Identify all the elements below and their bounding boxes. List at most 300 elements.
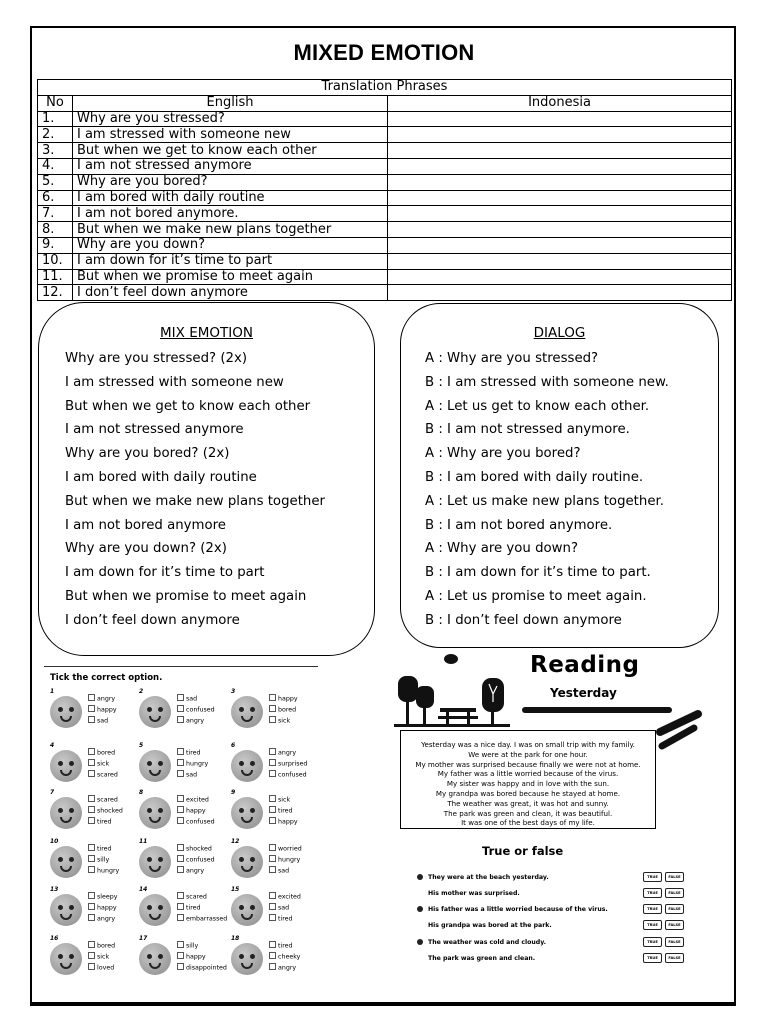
row-indonesia[interactable] — [388, 206, 732, 222]
row-indonesia[interactable] — [388, 127, 732, 143]
emoji-face-icon — [139, 894, 171, 926]
eye-right — [69, 954, 74, 959]
option-checkbox[interactable]: happy — [177, 952, 227, 963]
false-button[interactable]: FALSE — [665, 920, 684, 930]
option-checkbox[interactable]: confused — [269, 770, 307, 781]
emoji-face-icon — [50, 696, 82, 728]
mouth — [60, 817, 72, 823]
eye-right — [158, 857, 163, 862]
option-checkbox[interactable]: scared — [88, 795, 123, 806]
header-no: No — [38, 95, 73, 111]
park-illustration — [394, 650, 524, 734]
eye-left — [58, 808, 63, 813]
paragraph-line: It was one of the best days of my life. — [461, 818, 595, 828]
eye-right — [158, 808, 163, 813]
true-false-statement — [414, 872, 704, 886]
mouth — [241, 866, 253, 872]
emoji-face-icon — [231, 894, 263, 926]
table-row — [38, 285, 732, 301]
emotion-item — [227, 886, 317, 934]
option-checkbox[interactable]: sick — [88, 759, 118, 770]
eye-left — [58, 954, 63, 959]
title-underline — [522, 707, 672, 713]
emoji-face-icon — [231, 846, 263, 878]
option-checkbox[interactable]: confused — [177, 855, 215, 866]
eye-right — [250, 761, 255, 766]
emotion-options — [269, 844, 302, 877]
emoji-face-icon — [50, 943, 82, 975]
option-checkbox[interactable]: sad — [177, 694, 215, 705]
true-false-statement — [414, 904, 704, 918]
mouth — [149, 914, 161, 920]
list-item: But when we get to know each other — [65, 398, 311, 414]
paragraph-line: Yesterday was a nice day. I was on small trip with my family. — [421, 740, 635, 749]
emotion-number: 4 — [50, 742, 55, 749]
emotion-options — [88, 795, 123, 828]
option-checkbox[interactable]: sick — [88, 952, 115, 963]
list-item: B : I am bored with daily routine. — [425, 469, 644, 485]
mouth — [241, 817, 253, 823]
emotion-number: 6 — [231, 742, 236, 749]
row-number: 3. — [38, 143, 73, 159]
emotion-item — [46, 886, 136, 934]
emoji-face-icon — [231, 943, 263, 975]
option-checkbox[interactable]: disappointed — [177, 963, 227, 974]
emotion-item — [135, 688, 225, 736]
option-checkbox[interactable]: scared — [88, 770, 118, 781]
eye-left — [58, 857, 63, 862]
eye-left — [147, 761, 152, 766]
list-item: A : Why are you stressed? — [425, 351, 599, 366]
mix-emotion-heading: MIX EMOTION — [160, 325, 253, 341]
mouth — [149, 963, 161, 969]
row-indonesia[interactable] — [388, 253, 732, 269]
option-checkbox[interactable]: happy — [177, 806, 215, 817]
row-number: 6. — [38, 190, 73, 206]
emotion-options — [177, 941, 227, 974]
false-button[interactable]: FALSE — [665, 904, 684, 914]
statement-text: The park was green and clean. — [428, 955, 536, 962]
emoji-face-icon — [139, 750, 171, 782]
table-caption: Translation Phrases — [38, 80, 732, 96]
row-indonesia[interactable] — [388, 174, 732, 190]
emoji-face-icon — [231, 696, 263, 728]
emotion-options — [177, 892, 227, 925]
emotion-number: 1 — [50, 688, 55, 695]
mouth — [60, 866, 72, 872]
emotion-number: 11 — [139, 838, 148, 845]
table-row — [38, 237, 732, 253]
emotion-options — [177, 795, 215, 828]
table-row — [38, 206, 732, 222]
mouth — [241, 914, 253, 920]
option-checkbox[interactable]: sick — [269, 795, 298, 806]
eye-right — [250, 905, 255, 910]
row-indonesia[interactable] — [388, 111, 732, 127]
list-item: B : I don’t feel down anymore — [425, 612, 622, 628]
false-button[interactable]: FALSE — [665, 872, 684, 882]
row-english: Why are you down? — [73, 237, 388, 253]
eye-left — [58, 761, 63, 766]
option-checkbox[interactable]: angry — [269, 748, 307, 759]
row-number: 8. — [38, 222, 73, 238]
list-item: B : I am not stressed anymore. — [425, 422, 630, 438]
true-button[interactable]: TRUE — [643, 904, 662, 914]
emotion-number: 2 — [139, 688, 144, 695]
table-row — [38, 222, 732, 238]
emotion-item — [46, 742, 136, 790]
option-checkbox[interactable]: tired — [269, 914, 301, 925]
tree-mid-crown — [416, 686, 434, 708]
paragraph-line: My sister was happy and in love with the sun. — [446, 779, 610, 789]
emotion-item — [46, 688, 136, 736]
paragraph-line: My grandpa was bored because he stayed at home. — [435, 788, 621, 798]
eye-left — [147, 808, 152, 813]
option-checkbox[interactable]: bored — [88, 748, 118, 759]
table-row — [38, 158, 732, 174]
emotion-number: 13 — [50, 886, 59, 893]
eye-right — [158, 707, 163, 712]
eye-left — [239, 857, 244, 862]
list-item: But when we promise to meet again — [65, 588, 307, 604]
emoji-face-icon — [139, 696, 171, 728]
emoji-face-icon — [50, 797, 82, 829]
mouth — [149, 770, 161, 776]
emotion-number: 7 — [50, 789, 55, 796]
option-checkbox[interactable]: hungry — [269, 855, 302, 866]
header-english: English — [73, 95, 388, 111]
option-checkbox[interactable]: sick — [269, 716, 298, 727]
list-item: Why are you stressed? (2x) — [65, 351, 248, 366]
true-false-statement — [414, 888, 704, 902]
list-item: A : Let us promise to meet again. — [425, 588, 647, 604]
false-button[interactable]: FALSE — [665, 937, 684, 947]
list-item: I am not stressed anymore — [65, 422, 244, 438]
dialog-lines — [425, 347, 669, 633]
mouth — [241, 770, 253, 776]
row-english: I don’t feel down anymore — [73, 285, 388, 301]
row-indonesia[interactable] — [388, 269, 732, 285]
emotion-item — [227, 742, 317, 790]
row-english: I am down for it’s time to part — [73, 253, 388, 269]
list-item: But when we make new plans together — [65, 493, 325, 509]
table-row — [38, 111, 732, 127]
list-item: I am bored with daily routine — [65, 469, 257, 485]
mix-emotion-box — [38, 302, 375, 656]
true-button[interactable]: TRUE — [643, 953, 662, 963]
option-checkbox[interactable]: happy — [88, 705, 117, 716]
mouth — [149, 716, 161, 722]
eye-left — [147, 954, 152, 959]
table-row — [38, 174, 732, 190]
true-false-title: True or false — [482, 844, 564, 858]
row-indonesia[interactable] — [388, 158, 732, 174]
emotion-item — [135, 886, 228, 934]
option-checkbox[interactable]: angry — [177, 716, 215, 727]
row-indonesia[interactable] — [388, 237, 732, 253]
row-number: 7. — [38, 206, 73, 222]
mix-emotion-lines — [65, 347, 325, 633]
eye-right — [158, 761, 163, 766]
list-item: A : Why are you down? — [425, 541, 579, 557]
mouth — [241, 716, 253, 722]
eye-right — [250, 857, 255, 862]
option-checkbox[interactable]: shocked — [88, 806, 123, 817]
option-checkbox[interactable]: tired — [88, 844, 119, 855]
emotion-number: 16 — [50, 935, 59, 942]
false-button[interactable]: FALSE — [665, 953, 684, 963]
option-checkbox[interactable]: happy — [269, 694, 298, 705]
emotion-options — [269, 694, 298, 727]
option-checkbox[interactable]: angry — [269, 963, 300, 974]
true-button[interactable]: TRUE — [643, 888, 662, 898]
option-checkbox[interactable]: tired — [269, 806, 298, 817]
tree-left-trunk — [406, 700, 409, 724]
emotion-options — [269, 795, 298, 828]
emotion-item — [135, 742, 225, 790]
option-checkbox[interactable]: tired — [177, 903, 227, 914]
emotions-worksheet — [44, 664, 318, 982]
row-english: But when we promise to meet again — [73, 269, 388, 285]
row-english: Why are you stressed? — [73, 111, 388, 127]
list-item: I am down for it’s time to part — [65, 565, 265, 581]
emotion-number: 5 — [139, 742, 144, 749]
emoji-face-icon — [139, 943, 171, 975]
table-row — [38, 127, 732, 143]
mouth — [149, 817, 161, 823]
option-checkbox[interactable]: embarrassed — [177, 914, 227, 925]
row-english: I am stressed with someone new — [73, 127, 388, 143]
emotion-item — [227, 688, 317, 736]
translation-table — [37, 79, 732, 301]
true-button[interactable]: TRUE — [643, 920, 662, 930]
dialog-heading: DIALOG — [533, 325, 586, 341]
emotion-options — [88, 694, 117, 727]
reading-title: Reading — [530, 652, 640, 678]
list-item: I am stressed with someone new — [65, 374, 284, 390]
emotion-item — [227, 935, 317, 983]
option-checkbox[interactable]: angry — [88, 914, 118, 925]
eye-left — [239, 808, 244, 813]
option-checkbox[interactable]: tired — [269, 941, 300, 952]
option-checkbox[interactable]: sad — [88, 716, 117, 727]
mouth — [60, 770, 72, 776]
mouth — [60, 963, 72, 969]
row-indonesia[interactable] — [388, 190, 732, 206]
bullet-icon — [417, 906, 423, 912]
list-item: I don’t feel down anymore — [65, 612, 240, 628]
option-checkbox[interactable]: surprised — [269, 759, 307, 770]
page-title: MIXED EMOTION — [293, 40, 475, 65]
true-false-statement — [414, 953, 704, 967]
eye-right — [69, 857, 74, 862]
reading-subtitle: Yesterday — [550, 686, 617, 700]
eye-right — [250, 954, 255, 959]
option-checkbox[interactable]: tired — [88, 817, 123, 828]
option-checkbox[interactable]: silly — [88, 855, 119, 866]
tree-right-trunk — [491, 710, 494, 724]
emotion-item — [46, 935, 136, 983]
eye-right — [158, 954, 163, 959]
reading-paragraph-box — [400, 730, 656, 829]
table-row — [38, 269, 732, 285]
worksheet-title: Tick the correct option. — [50, 673, 163, 683]
list-item: B : I am not bored anymore. — [425, 517, 613, 533]
option-checkbox[interactable]: worried — [269, 844, 302, 855]
list-item: B : I am down for it’s time to part. — [425, 565, 651, 581]
tree-mid-trunk — [423, 706, 426, 724]
true-button[interactable]: TRUE — [643, 937, 662, 947]
row-english: I am not stressed anymore — [73, 158, 388, 174]
option-checkbox[interactable]: sad — [177, 770, 208, 781]
row-number: 12. — [38, 285, 73, 301]
brush-strokes — [654, 708, 704, 752]
emotion-options — [177, 844, 215, 877]
option-checkbox[interactable]: happy — [269, 817, 298, 828]
statement-text: The weather was cold and cloudy. — [428, 939, 547, 946]
tree-left-crown — [398, 676, 418, 702]
emotion-number: 8 — [139, 789, 144, 796]
true-false-statement — [414, 937, 704, 951]
bench-top — [440, 708, 476, 712]
option-checkbox[interactable]: tired — [177, 748, 208, 759]
eye-right — [158, 905, 163, 910]
emotion-options — [88, 892, 118, 925]
dialog-box — [400, 303, 719, 648]
emotion-number: 10 — [50, 838, 59, 845]
emotion-options — [269, 941, 300, 974]
paragraph-line: My mother was surprised because finally we were not at home. — [415, 759, 641, 769]
emotion-options — [269, 748, 307, 781]
eye-left — [239, 905, 244, 910]
option-checkbox[interactable]: excited — [177, 795, 215, 806]
option-checkbox[interactable]: confused — [177, 705, 215, 716]
true-button[interactable]: TRUE — [643, 872, 662, 882]
eye-right — [250, 707, 255, 712]
option-checkbox[interactable]: happy — [88, 903, 118, 914]
row-indonesia[interactable] — [388, 222, 732, 238]
mouth — [60, 914, 72, 920]
emoji-face-icon — [50, 846, 82, 878]
eye-left — [239, 954, 244, 959]
emotion-number: 14 — [139, 886, 148, 893]
paragraph-line: The weather was great, it was hot and sunny. — [447, 798, 609, 808]
row-english: Why are you bored? — [73, 174, 388, 190]
emoji-face-icon — [231, 750, 263, 782]
option-checkbox[interactable]: angry — [177, 866, 215, 877]
emotion-options — [88, 748, 118, 781]
row-indonesia[interactable] — [388, 143, 732, 159]
table-row — [38, 253, 732, 269]
false-button[interactable]: FALSE — [665, 888, 684, 898]
bench-seat — [438, 716, 478, 719]
mouth — [241, 963, 253, 969]
option-checkbox[interactable]: shocked — [177, 844, 215, 855]
ground-line — [394, 724, 510, 727]
emotion-item — [227, 789, 317, 837]
emotion-number: 3 — [231, 688, 236, 695]
true-false-statement — [414, 920, 704, 934]
option-checkbox[interactable]: sad — [269, 903, 301, 914]
option-checkbox[interactable]: confused — [177, 817, 215, 828]
emotion-options — [88, 941, 115, 974]
row-indonesia[interactable] — [388, 285, 732, 301]
emotion-item — [227, 838, 317, 886]
option-checkbox[interactable]: angry — [88, 694, 117, 705]
emotion-item — [135, 935, 225, 983]
list-item: I am not bored anymore — [65, 517, 226, 533]
option-checkbox[interactable]: hungry — [88, 866, 119, 877]
paragraph-line: My father was a little worried because of the virus. — [437, 769, 619, 779]
emotion-item — [135, 838, 225, 886]
emotion-number: 17 — [139, 935, 148, 942]
list-item: A : Why are you bored? — [425, 446, 581, 462]
emotion-item — [46, 838, 136, 886]
option-checkbox[interactable]: sleepy — [88, 892, 118, 903]
emotion-number: 9 — [231, 789, 236, 796]
option-checkbox[interactable]: scared — [177, 892, 227, 903]
eye-right — [69, 808, 74, 813]
list-item: Why are you down? (2x) — [65, 541, 227, 557]
list-item: Why are you bored? (2x) — [65, 446, 230, 462]
page-border-bottom-line — [32, 1002, 736, 1003]
list-item: A : Let us get to know each other. — [425, 398, 650, 414]
option-checkbox[interactable]: cheeky — [269, 952, 300, 963]
paragraph-line: We were at the park for one hour. — [468, 749, 588, 759]
option-checkbox[interactable]: bored — [88, 941, 115, 952]
eye-left — [147, 857, 152, 862]
list-item: A : Let us make new plans together. — [425, 493, 664, 509]
option-checkbox[interactable]: excited — [269, 892, 301, 903]
option-checkbox[interactable]: hungry — [177, 759, 208, 770]
emotion-item — [135, 789, 225, 837]
emotion-options — [177, 694, 215, 727]
mouth — [149, 866, 161, 872]
option-checkbox[interactable]: silly — [177, 941, 227, 952]
mouth — [60, 716, 72, 722]
bullet-icon — [417, 939, 423, 945]
row-english: I am bored with daily routine — [73, 190, 388, 206]
table-row — [38, 143, 732, 159]
statement-text: His mother was surprised. — [428, 890, 520, 897]
eye-left — [147, 707, 152, 712]
statement-text: His father was a little worried because of the virus. — [428, 906, 608, 913]
eye-right — [69, 761, 74, 766]
row-number: 10. — [38, 253, 73, 269]
row-number: 4. — [38, 158, 73, 174]
emotion-number: 12 — [231, 838, 240, 845]
eye-right — [69, 905, 74, 910]
eye-right — [250, 808, 255, 813]
eye-left — [147, 905, 152, 910]
cloud-shape — [444, 654, 458, 664]
row-number: 2. — [38, 127, 73, 143]
option-checkbox[interactable]: sad — [269, 866, 302, 877]
row-number: 9. — [38, 237, 73, 253]
list-item: B : I am stressed with someone new. — [425, 374, 669, 390]
emotion-options — [177, 748, 208, 781]
option-checkbox[interactable]: loved — [88, 963, 115, 974]
row-number: 11. — [38, 269, 73, 285]
row-number: 1. — [38, 111, 73, 127]
eye-left — [58, 905, 63, 910]
option-checkbox[interactable]: bored — [269, 705, 298, 716]
eye-left — [239, 707, 244, 712]
worksheet-top-rule — [44, 666, 318, 667]
eye-left — [58, 707, 63, 712]
row-english: But when we get to know each other — [73, 143, 388, 159]
statement-text: His grandpa was bored at the park. — [428, 922, 552, 929]
